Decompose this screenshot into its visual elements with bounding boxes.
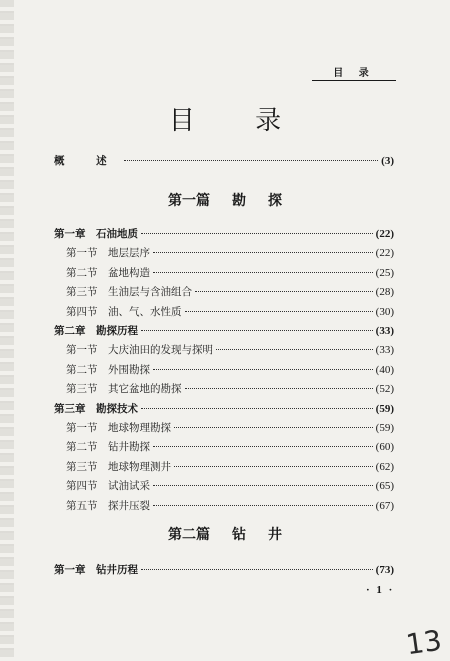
toc-entry-label: 第二章 勘探历程 bbox=[54, 325, 138, 337]
toc-section-entry[interactable] bbox=[66, 420, 394, 436]
toc-section-entry[interactable] bbox=[66, 478, 394, 494]
leader-dots bbox=[153, 252, 373, 253]
toc-section-entry[interactable] bbox=[66, 245, 394, 261]
leader-dots bbox=[153, 505, 373, 506]
toc-entry-label: 第五节 探井压裂 bbox=[66, 499, 150, 512]
toc-section-entry[interactable] bbox=[66, 498, 394, 514]
toc-entry-label: 第一章 钻井历程 bbox=[54, 564, 138, 576]
leader-dots bbox=[153, 446, 373, 447]
toc-section-entry[interactable] bbox=[66, 342, 394, 358]
toc-entry-label: 第一章 石油地质 bbox=[54, 228, 138, 240]
toc-entry-label: 第二节 钻井勘探 bbox=[66, 441, 150, 454]
leader-dots bbox=[141, 408, 373, 409]
toc-chapter-entry[interactable] bbox=[54, 226, 394, 242]
toc-chapter-entry[interactable] bbox=[54, 562, 394, 578]
toc-entry-label: 概 述 bbox=[54, 155, 121, 167]
toc-entry-page: (52) bbox=[375, 383, 394, 396]
leader-dots bbox=[153, 272, 373, 273]
part-number: 第一篇 bbox=[168, 193, 210, 209]
handwritten-page-number: 13 bbox=[403, 623, 444, 661]
toc-section-entry[interactable] bbox=[66, 362, 394, 378]
toc-entry-label: 第三章 勘探技术 bbox=[54, 402, 138, 415]
toc-section-entry[interactable] bbox=[66, 284, 394, 300]
leader-dots bbox=[185, 388, 373, 389]
toc-entry-label: 第三节 其它盆地的勘探 bbox=[66, 383, 182, 396]
part-heading-2 bbox=[0, 524, 450, 544]
toc-entry-label: 第四节 油、气、水性质 bbox=[66, 305, 182, 318]
toc-entry-page: (67) bbox=[375, 499, 394, 512]
toc-section-entry[interactable] bbox=[66, 439, 394, 455]
toc-chapter-entry[interactable] bbox=[54, 323, 394, 339]
part-title-char: 井 bbox=[268, 527, 282, 543]
leader-dots bbox=[153, 485, 373, 486]
leader-dots bbox=[174, 466, 373, 467]
toc-section-entry[interactable] bbox=[66, 459, 394, 475]
leader-dots bbox=[141, 569, 373, 570]
toc-entry-label: 第二节 盆地构造 bbox=[66, 266, 150, 279]
page-folio: · 1 · bbox=[366, 584, 395, 596]
running-head-rule bbox=[312, 80, 396, 81]
toc-entry-page: (73) bbox=[375, 564, 394, 576]
toc-entry-label: 第三节 地球物理测井 bbox=[66, 460, 171, 473]
toc-entry-page: (59) bbox=[375, 402, 394, 415]
toc-entry-page: (60) bbox=[375, 441, 394, 454]
leader-dots bbox=[174, 427, 373, 428]
leader-dots bbox=[195, 291, 373, 292]
scan-binding-edge bbox=[0, 0, 14, 657]
toc-entry-label: 第四节 试油试采 bbox=[66, 480, 150, 493]
toc-entry-overview[interactable] bbox=[54, 153, 394, 169]
running-head: 目 录 bbox=[333, 68, 375, 79]
leader-dots bbox=[185, 311, 373, 312]
part-heading-1 bbox=[0, 190, 450, 210]
toc-entry-label: 第二节 外围勘探 bbox=[66, 363, 150, 376]
toc-entry-page: (62) bbox=[375, 460, 394, 473]
toc-entry-page: (30) bbox=[375, 305, 394, 318]
toc-entry-page: (33) bbox=[375, 325, 394, 337]
leader-dots bbox=[124, 160, 379, 161]
leader-dots bbox=[153, 369, 373, 370]
leader-dots bbox=[141, 233, 373, 234]
page-title: 目 录 bbox=[168, 106, 308, 136]
part-title-char: 勘 bbox=[232, 193, 246, 209]
toc-entry-label: 第一节 地层层序 bbox=[66, 247, 150, 260]
toc-entry-page: (40) bbox=[375, 363, 394, 376]
toc-section-entry[interactable] bbox=[66, 304, 394, 320]
toc-section-entry[interactable] bbox=[66, 265, 394, 281]
toc-section-entry[interactable] bbox=[66, 381, 394, 397]
toc-entry-page: (3) bbox=[381, 155, 394, 167]
toc-entry-page: (59) bbox=[375, 422, 394, 434]
toc-entry-page: (22) bbox=[375, 247, 394, 260]
toc-entry-label: 第一节 地球物理勘探 bbox=[66, 422, 171, 434]
toc-entry-page: (22) bbox=[375, 228, 394, 240]
leader-dots bbox=[141, 330, 373, 331]
toc-entry-page: (25) bbox=[375, 266, 394, 279]
leader-dots bbox=[216, 349, 373, 350]
toc-chapter-entry[interactable] bbox=[54, 401, 394, 417]
part-title-char: 探 bbox=[268, 193, 282, 209]
toc-entry-page: (33) bbox=[375, 344, 394, 357]
toc-entry-label: 第一节 大庆油田的发现与探明 bbox=[66, 344, 213, 357]
part-title-char: 钻 bbox=[232, 527, 246, 543]
part-number: 第二篇 bbox=[168, 527, 210, 543]
toc-entry-page: (28) bbox=[375, 286, 394, 299]
toc-entry-page: (65) bbox=[375, 480, 394, 493]
toc-entry-label: 第三节 生油层与含油组合 bbox=[66, 286, 192, 299]
